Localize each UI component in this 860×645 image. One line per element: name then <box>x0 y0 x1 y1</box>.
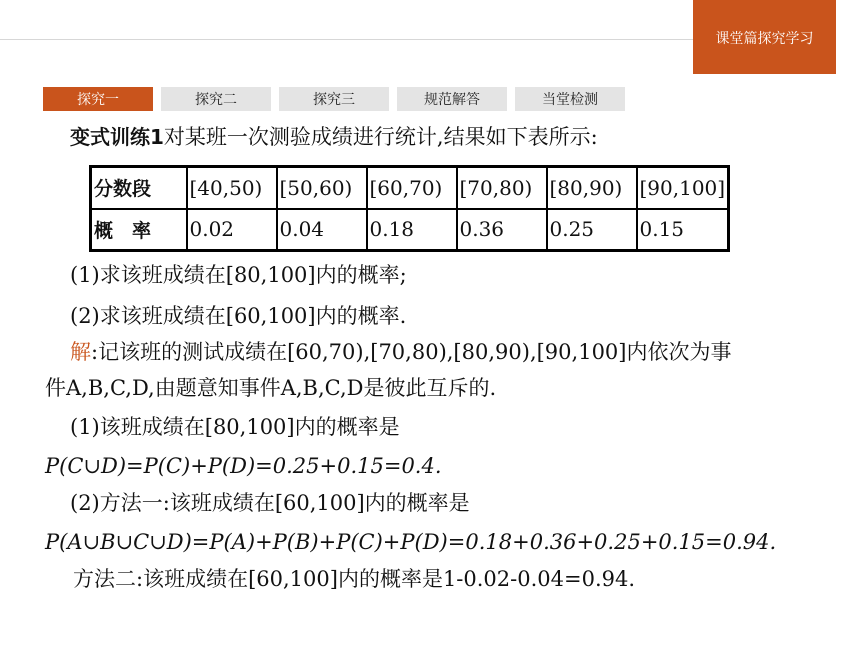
solution-formula-1: P(C∪D)=P(C)+P(D)=0.25+0.15=0.4. <box>45 454 442 478</box>
tab-explore-1[interactable]: 探究一 <box>43 87 153 111</box>
question-2: (2)求该班成绩在[60,100]内的概率. <box>70 304 407 328</box>
tab-explore-3[interactable]: 探究三 <box>279 87 389 111</box>
score-table <box>89 165 730 252</box>
solution-line-2: 件A,B,C,D,由题意知事件A,B,C,D是彼此互斥的. <box>45 376 497 400</box>
solution-line-5: (2)方法一:该班成绩在[60,100]内的概率是 <box>70 491 470 515</box>
section-label: 课堂篇探究学习 <box>693 0 836 74</box>
exercise-title <box>70 127 598 148</box>
table-cell: 0.02 <box>187 209 277 251</box>
solution-text-1: :记该班的测试成绩在[60,70),[70,80),[80,90),[90,100]内依次为事 <box>91 340 732 364</box>
solution-line-7: 方法二:该班成绩在[60,100]内的概率是1-0.02-0.04=0.94. <box>73 567 636 591</box>
table-cell: [70,80) <box>457 167 547 209</box>
table-cell: 0.36 <box>457 209 547 251</box>
solution-line-1 <box>70 342 731 363</box>
table-row-ranges <box>91 167 729 209</box>
row-header-range: 分数段 <box>91 167 187 209</box>
table-cell: 0.04 <box>277 209 367 251</box>
table-cell: [40,50) <box>187 167 277 209</box>
table-row-probabilities <box>91 209 729 251</box>
table-cell: 0.25 <box>547 209 637 251</box>
tab-standard-answer[interactable]: 规范解答 <box>397 87 507 111</box>
solution-line-3: (1)该班成绩在[80,100]内的概率是 <box>70 415 400 439</box>
header-rule <box>0 0 693 40</box>
table-cell: [50,60) <box>277 167 367 209</box>
tab-explore-2[interactable]: 探究二 <box>161 87 271 111</box>
solution-label: 解 <box>70 340 91 364</box>
tab-bar <box>43 87 625 111</box>
table-cell: [60,70) <box>367 167 457 209</box>
row-header-probability: 概 率 <box>91 209 187 251</box>
exercise-label: 变式训练1 <box>70 125 164 149</box>
table-cell: [90,100] <box>637 167 729 209</box>
solution-formula-2: P(A∪B∪C∪D)=P(A)+P(B)+P(C)+P(D)=0.18+0.36+0.25+0.15=0.94. <box>45 530 777 554</box>
tab-class-test[interactable]: 当堂检测 <box>515 87 625 111</box>
table-cell: [80,90) <box>547 167 637 209</box>
table-cell: 0.15 <box>637 209 729 251</box>
exercise-text: 对某班一次测验成绩进行统计,结果如下表所示: <box>163 125 598 149</box>
question-1: (1)求该班成绩在[80,100]内的概率; <box>70 263 407 287</box>
table-cell: 0.18 <box>367 209 457 251</box>
